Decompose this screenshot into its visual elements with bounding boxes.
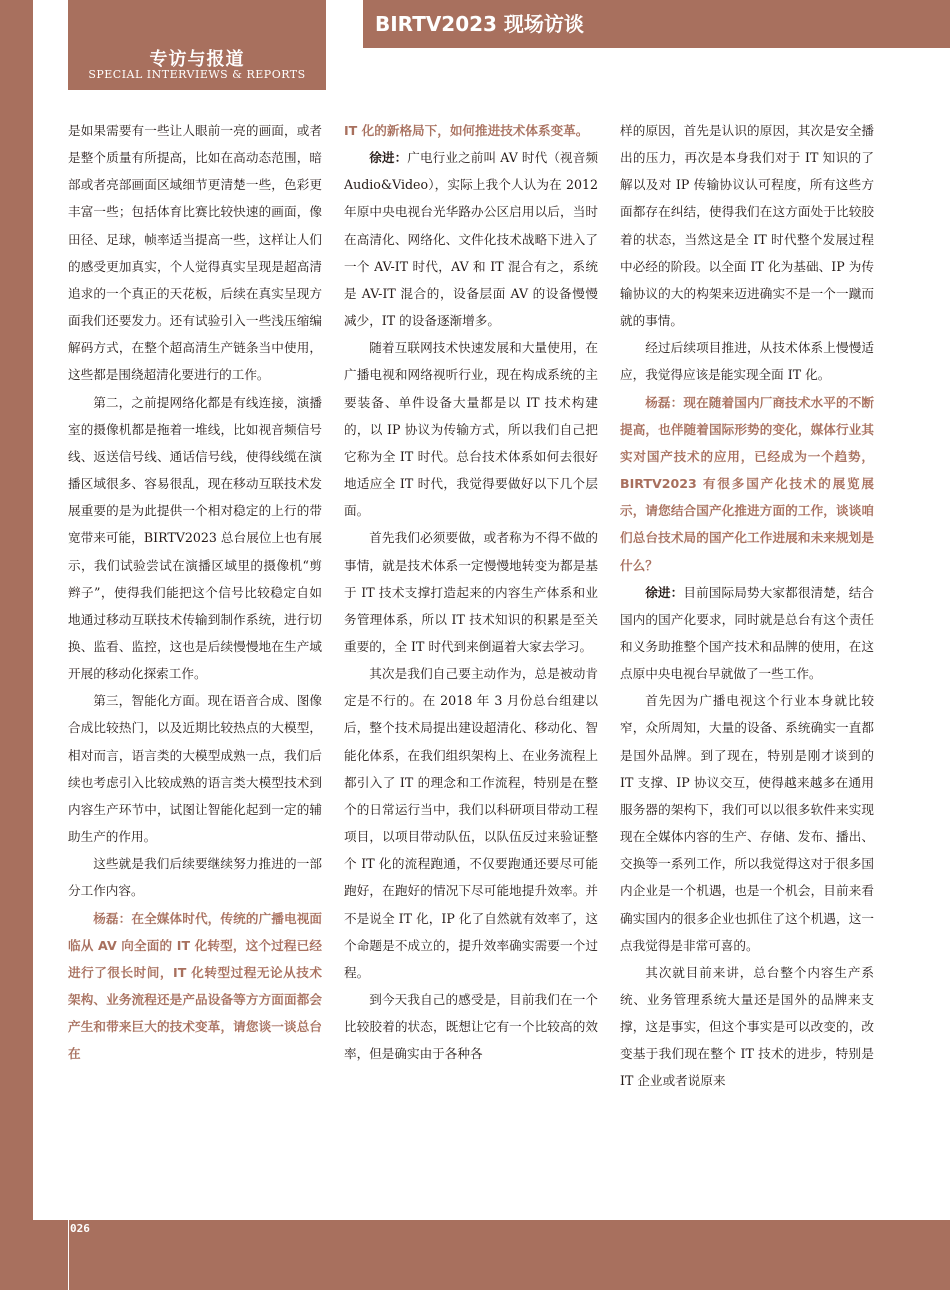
paragraph: 是如果需要有一些让人眼前一亮的画面，或者是整个质量有所提高，比如在高动态范围，暗部或者亮部画面区域细节更清楚一些，色彩更丰富一些；包括体育比赛比较快速的画面，像田径、足球，帧率适当提高一些，这样让人们的感受更加真实，个人觉得真实呈现是超高清追求的一个真正的天花板，后续在真实呈现方面我们还要发力。还有试验引入一些浅压缩编解码方式，在整个超高清生产链条当中使用，这些都是围绕超清化要进行的工作。 <box>68 123 322 383</box>
section-title-en: SPECIAL INTERVIEWS & REPORTS <box>88 68 306 81</box>
paragraph: 第二，之前提网络化都是有线连接，演播室的摄像机都是拖着一堆线，比如视音频信号线、返送信号线、通话信号线，使得线缆在演播区域很多、容易很乱，现在移动互联技术发展重要的是为此提供一个相对稳定的上行的带宽带来可能，BIRTV2023 总台展位上也有展示，我们试验尝试在演播区域里的摄像机“剪辫子”，使得我们能把这个信号比较稳定自如地通过移动互联技术传输到制作系统，进行切换、监看、监控，这也是后续慢慢地在生产域开展的移动化探索工作。 <box>68 394 322 682</box>
answer-paragraph <box>344 144 598 334</box>
paragraph: 随着互联网技术快速发展和大量使用，在广播电视和网络视听行业，现在构成系统的主要装备、单件设备大量都是以 IT 技术构建的，以 IP 协议为传输方式，所以我们自己把它称为全 IT 时代。总台技术体系如何去很好地适应全 IT 时代，我觉得要做好以下几个层面。 <box>344 340 598 519</box>
answer-paragraph <box>620 579 874 688</box>
paragraph: 其次是我们自己要主动作为，总是被动肯定是不行的。在 2018 年 3 月份总台组建以后，整个技术局提出建设超清化、移动化、智能化体系，在我们组织架构上、在业务流程上都引入了 IT 的理念和工作流程，特别是在整个的日常运行当中，我们以科研项目带动工程项目，以项目带动队伍，以队伍反过来验证整个 IT 化的流程跑通，不仅要跑通还要尽可能跑好，在跑好的情况下尽可能地提升效率。并不是说全 IT 化，IP 化了自然就有效率了，这个命题是不成立的，提升效率确实需要一个过程。 <box>344 666 598 980</box>
answer-text: 广电行业之前叫 AV 时代（视音频 Audio&Video），实际上我个人认为在 2012 年原中央电视台光华路办公区启用以后，当时在高清化、网络化、文件化技术战略下进入了一个 AV-IT 时代，AV 和 IT 混合有之，系统是 AV-IT 混合的，设备层面 AV 的设备慢慢减少，IT 的设备逐渐增多。 <box>344 150 598 329</box>
page-number: 026 <box>70 1222 90 1235</box>
paragraph: 这些就是我们后续要继续努力推进的一部分工作内容。 <box>68 856 322 899</box>
speaker-label: 徐进： <box>369 150 408 166</box>
text-column-2 <box>344 117 598 1067</box>
section-title-cn: 专访与报道 <box>149 49 245 70</box>
text-column-3 <box>620 117 874 1095</box>
speaker-label: 徐进： <box>645 584 684 600</box>
interview-question: 杨磊：现在随着国内厂商技术水平的不断提高，也伴随着国际形势的变化，媒体行业其实对国产技术的应用，已经成为一个趋势，BIRTV2023 有很多国产化技术的展览展示，请您结合国产化推进方面的工作，谈谈咱们总台技术局的国产化工作进展和未来规划是什么？ <box>620 394 874 573</box>
text-column-1 <box>68 117 322 1067</box>
footer-divider <box>68 1220 69 1290</box>
paragraph: 首先我们必须要做，或者称为不得不做的事情，就是技术体系一定慢慢地转变为都是基于 IT 技术支撑打造起来的内容生产体系和业务管理体系，所以 IT 技术知识的积累是至关重要的，全 IT 时代到来倒逼着大家去学习。 <box>344 530 598 654</box>
interview-question: 杨磊：在全媒体时代，传统的广播电视面临从 AV 向全面的 IT 化转型，这个过程已经进行了很长时间，IT 化转型过程无论从技术架构、业务流程还是产品设备等方方面面都会产生和带来巨大的技术变革，请您谈一谈总台在 <box>68 910 322 1062</box>
paragraph: 第三，智能化方面。现在语音合成、图像合成比较热门，以及近期比较热点的大模型，相对而言，语言类的大模型成熟一点，我们后续也考虑引入比较成熟的语言类大模型技术到内容生产环节中，试图让智能化起到一定的辅助生产的作用。 <box>68 693 322 845</box>
header-title-bar <box>363 0 950 48</box>
paragraph: 其次就目前来讲，总台整个内容生产系统、业务管理系统大量还是国外的品牌来支撑，这是事实，但这个事实是可以改变的，改变基于我们现在整个 IT 技术的进步，特别是 IT 企业或者说原来 <box>620 964 874 1089</box>
paragraph: 经过后续项目推进，从技术体系上慢慢适应，我觉得应该是能实现全面 IT 化。 <box>620 340 874 383</box>
paragraph: 样的原因，首先是认识的原因，其次是安全播出的压力，再次是本身我们对于 IT 知识的了解以及对 IP 传输协议认可程度，所有这些方面都存在纠结，使得我们在这方面处于比较胶着的状态，当然这是全 IT 时代整个发展过程中必经的阶段。以全面 IT 化为基础、IP 为传输协议的大的构架来迈进确实不是一个一蹴而就的事情。 <box>620 123 874 329</box>
interview-question-continued: IT 化的新格局下，如何推进技术体系变革。 <box>344 123 589 138</box>
paragraph: 到今天我自己的感受是，目前我们在一个比较胶着的状态，既想让它有一个比较高的效率，但是确实由于各种各 <box>344 992 598 1062</box>
header-title: BIRTV2023 现场访谈 <box>375 12 584 36</box>
paragraph: 首先因为广播电视这个行业本身就比较窄，众所周知，大量的设备、系统确实一直都是国外品牌。到了现在，特别是刚才谈到的 IT 支撑、IP 协议交互，使得越来越多在通用服务器的架构下，我们可以以很多软件来实现现在全媒体内容的生产、存储、发布、播出、交换等一系列工作，所以我觉得这对于很多国内企业是一个机遇，也是一个机会，目前来看确实国内的很多企业也抓住了这个机遇，这一点我觉得是非常可喜的。 <box>620 693 874 953</box>
footer-bar <box>33 1220 950 1290</box>
answer-text: 目前国际局势大家都很清楚，结合国内的国产化要求，同时就是总台有这个责任和义务助推整个国产技术和品牌的使用，在这点原中央电视台早就做了一些工作。 <box>620 584 874 682</box>
section-label <box>68 0 326 90</box>
